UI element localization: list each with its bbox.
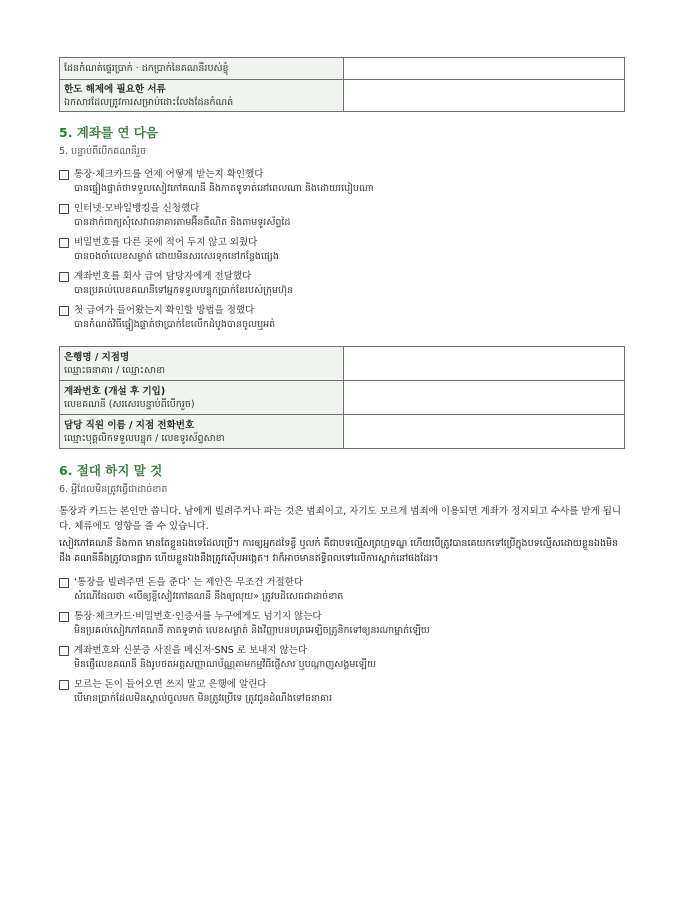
warning-paragraph-km: សៀវភៅគណនី និងកាត មានតែខ្លួនឯងទេដែលប្រើ។ ការឲ្យអ្នកដទៃខ្ចី ឬលក់ គឺជាបទល្មើសព្រហ្មទណ្ឌ ហើយបើត្រូវបានគេយកទៅប្រើក្នុងបទល្មើសដោយខ្លួនឯងមិនដឹង គណនីនឹងត្រូវបានផ្អាក ហើយខ្លួនឯងនឹងត្រូវស៊ើបអង្កេត។ វាក៏អាចមានឥទ្ធិពលទៅលើការស្នាក់នៅផងដែរ។ — [59, 538, 619, 564]
item-text-km: បើមានប្រាក់ដែលមិនស្គាល់ចូលមក មិនត្រូវប្រើទេ ត្រូវជូនដំណឹងទៅធនាគារ — [74, 693, 333, 704]
item-text-ko: 계좌번호와 신분증 사진을 메신저·SNS 로 보내지 않는다 — [74, 645, 308, 656]
table-value-cell[interactable] — [344, 80, 625, 112]
row-label-km: ឈ្មោះធនាគារ / ឈ្មោះសាខា — [64, 364, 166, 376]
row-label-ko: 계좌번호 (개설 후 기입) — [64, 385, 166, 397]
row-label-ko: 담당 직원 이름 / 지점 전화번호 — [64, 419, 195, 431]
warning-paragraph-ko: 통장과 카드는 본인만 씁니다. 남에게 빌려주거나 파는 것은 범죄이고, 자기도 모르게 범죄에 이용되면 계좌가 정지되고 수사를 받게 됩니다. 체류에도 영향을 줄 수 있습니다. — [59, 506, 622, 532]
account-number-field[interactable] — [344, 381, 625, 415]
checklist-item — [59, 270, 626, 298]
table-value-cell[interactable] — [344, 58, 625, 80]
checklist-item — [59, 202, 626, 230]
row-label-km: ឈ្មោះបុគ្គលិកទទួលបន្ទុក / លេខទូរស័ព្ទសាខា — [64, 432, 225, 444]
item-text-ko: 첫 급여가 들어왔는지 확인할 방법을 정했다 — [74, 305, 255, 316]
item-text-km: មិនផ្ញើលេខគណនី និងរូបថតអត្តសញ្ញាណប័ណ្ណតាមកម្មវិធីផ្ញើសារ ឬបណ្ដាញសង្គមឡើយ — [74, 659, 377, 670]
staff-contact-field[interactable] — [344, 415, 625, 449]
item-text-ko: 통장·체크카드·비밀번호·인증서를 누구에게도 넘기지 않는다 — [74, 611, 322, 622]
item-text-km: បានកំណត់វិធីផ្ទៀងផ្ទាត់ថាប្រាក់ខែលើកដំបូងបានចូលឬអត់ — [74, 319, 276, 330]
section-title: 5. 계좌를 연 다음 — [59, 125, 158, 140]
checklist-item — [59, 236, 626, 264]
table-label-cell — [60, 58, 344, 80]
row-label-km: ដែនកំណត់ផ្ទេរប្រាក់ · ដកប្រាក់នៃគណនីរបស់ខ្ញុំ — [64, 63, 229, 74]
checkbox[interactable] — [59, 170, 69, 180]
item-text-km: សំណើដែលថា «បើឲ្យខ្ចីសៀវភៅគណនី នឹងឲ្យលុយ» ត្រូវបដិសេធជាដាច់ខាត — [74, 591, 344, 602]
item-text-ko: 계좌번호를 회사 급여 담당자에게 전달했다 — [74, 271, 252, 282]
row-label-ko: 은행명 / 지점명 — [64, 351, 130, 363]
item-text-ko: 통장·체크카드를 언제 어떻게 받는지 확인했다 — [74, 169, 264, 180]
table-label-cell — [60, 347, 344, 381]
item-text-km: បានផ្ទៀងផ្ទាត់ថាទទួលសៀវភៅគណនី និងកាតទូទាត់នៅពេលណា និងដោយរបៀបណា — [74, 183, 374, 194]
section-subtitle: 5. បន្ទាប់ពីបើកគណនីរួច — [59, 146, 146, 157]
item-text-km: បានចងចាំលេខសម្ងាត់ ដោយមិនសរសេរទុកនៅកន្លែងផ្សេង — [74, 251, 279, 262]
table-label-cell — [60, 415, 344, 449]
limit-table — [59, 57, 625, 112]
item-text-km: បានដាក់ពាក្យសុំសេវាធនាគារតាមអ៊ីនធឺណិត និងតាមទូរស័ព្ទដៃ — [74, 217, 291, 228]
checklist-item — [59, 304, 626, 332]
table-row — [60, 80, 625, 112]
checklist-item — [59, 644, 626, 672]
item-text-ko: 비밀번호를 다른 곳에 적어 두지 않고 외웠다 — [74, 237, 258, 248]
row-label-km: ឯកសារដែលត្រូវការសម្រាប់ដោះលែងដែនកំណត់ — [64, 96, 234, 108]
checklist-item — [59, 576, 626, 604]
item-text-ko: ‘통장을 빌려주면 돈을 준다’ 는 제안은 무조건 거절한다 — [74, 577, 304, 588]
section-5 — [59, 125, 626, 332]
item-text-ko: 모르는 돈이 들어오면 쓰지 말고 은행에 알린다 — [74, 679, 267, 690]
checklist-item — [59, 168, 626, 196]
bank-info-table — [59, 346, 625, 449]
checkbox[interactable] — [59, 646, 69, 656]
table-row — [60, 58, 625, 80]
item-text-km: មិនប្រគល់សៀវភៅគណនី កាតទូទាត់ លេខសម្ងាត់ និងវិញ្ញាបនបត្រអេឡិចត្រូនិកទៅឲ្យនរណាម្នាក់ឡើយ — [74, 625, 430, 636]
row-label-ko: 한도 해제에 필요한 서류 — [64, 83, 166, 95]
section-title: 6. 절대 하지 말 것 — [59, 463, 163, 478]
table-row — [60, 415, 625, 449]
checkbox[interactable] — [59, 612, 69, 622]
checkbox[interactable] — [59, 204, 69, 214]
table-label-cell — [60, 381, 344, 415]
table-row — [60, 347, 625, 381]
table-label-cell — [60, 80, 344, 112]
section-subtitle: 6. អ្វីដែលមិនត្រូវធ្វើជាដាច់ខាត — [59, 484, 168, 495]
document-page — [59, 57, 626, 706]
section-6 — [59, 463, 626, 706]
checkbox[interactable] — [59, 238, 69, 248]
checklist-item — [59, 610, 626, 638]
bank-name-field[interactable] — [344, 347, 625, 381]
checklist — [59, 168, 626, 332]
checkbox[interactable] — [59, 272, 69, 282]
row-label-km: លេខគណនី (សរសេរបន្ទាប់ពីបើករួច) — [64, 398, 195, 410]
checkbox[interactable] — [59, 306, 69, 316]
item-text-ko: 인터넷·모바일뱅킹을 신청했다 — [74, 203, 200, 214]
checklist-item — [59, 678, 626, 706]
checklist — [59, 576, 626, 706]
checkbox[interactable] — [59, 578, 69, 588]
item-text-km: បានប្រគល់លេខគណនីទៅអ្នកទទួលបន្ទុកប្រាក់ខែរបស់ក្រុមហ៊ុន — [74, 285, 294, 296]
table-row — [60, 381, 625, 415]
checkbox[interactable] — [59, 680, 69, 690]
